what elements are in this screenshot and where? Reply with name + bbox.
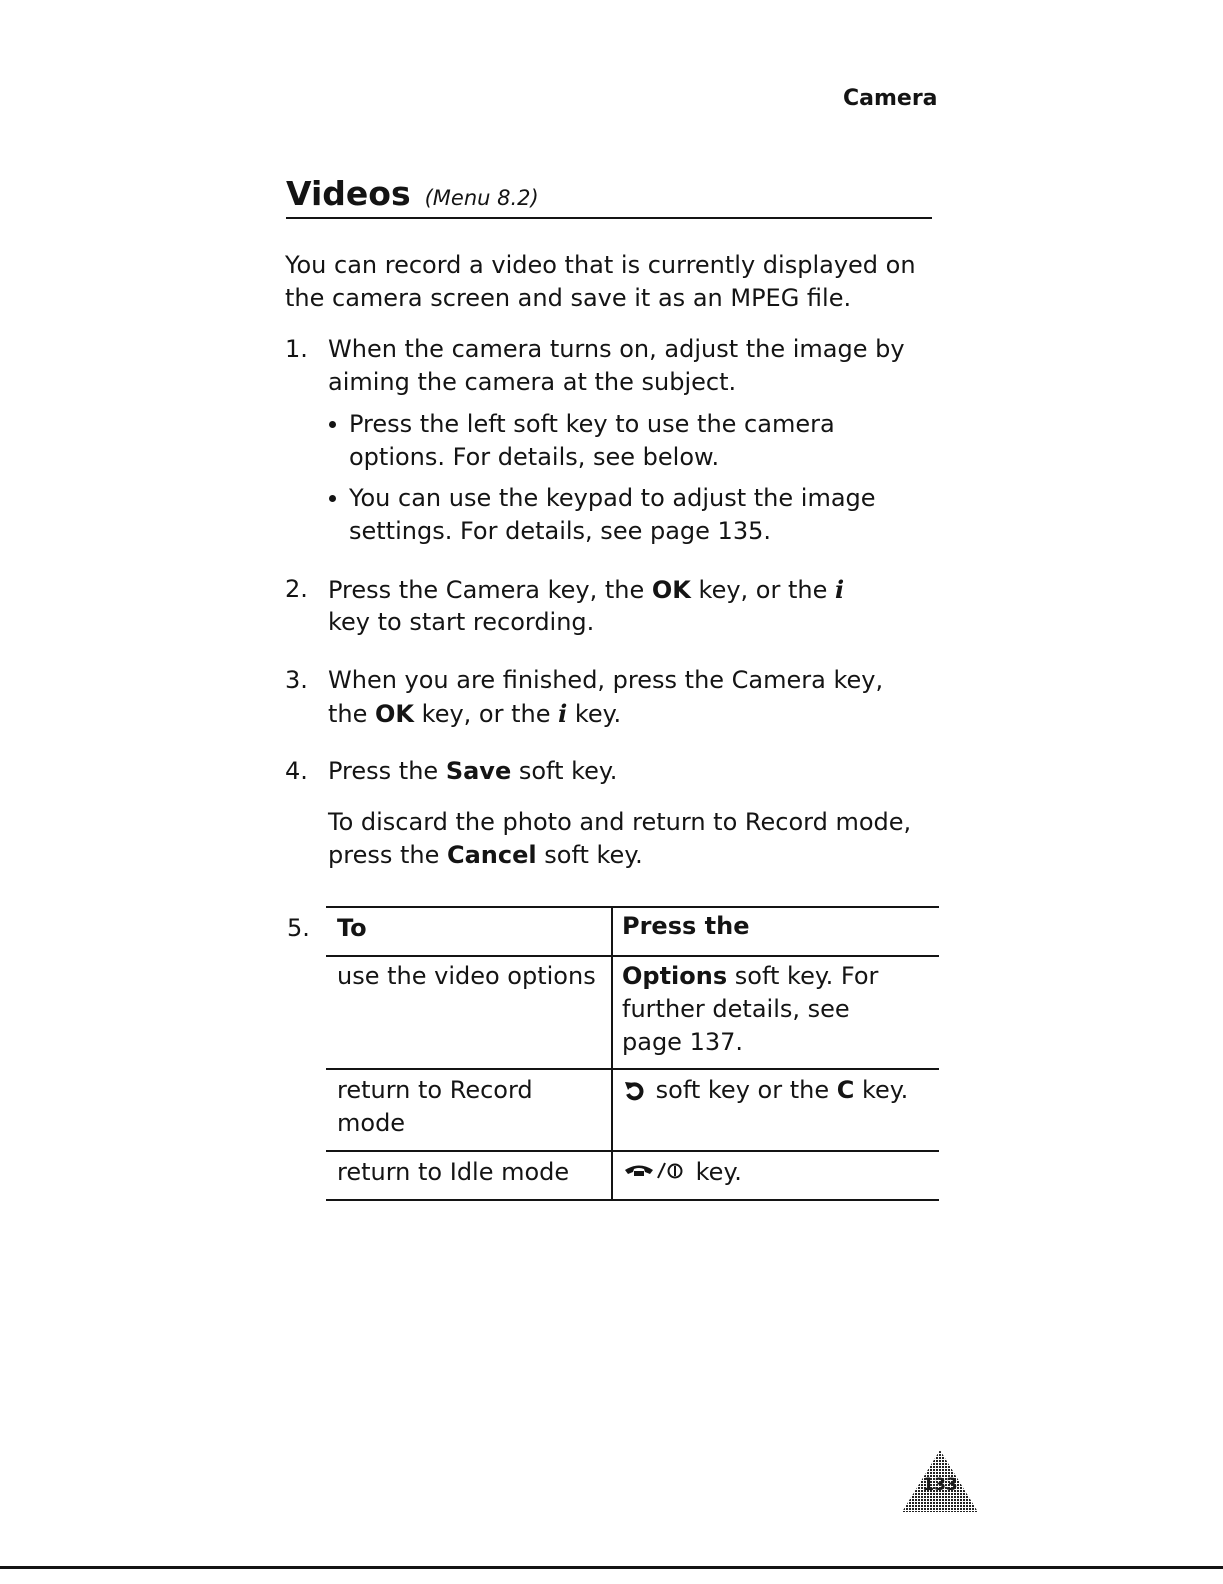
step-2-text-b: key, or the	[690, 576, 835, 604]
ok-key-label: OK	[375, 700, 415, 728]
row-2-text-end: key.	[854, 1076, 909, 1104]
step-4-note-line-2	[328, 839, 643, 872]
options-key-label: Options	[622, 962, 728, 990]
step-3-number: 3.	[285, 666, 308, 694]
step-4-text-a: Press the	[328, 757, 446, 785]
step-4-number: 4.	[285, 757, 308, 785]
step-3-text-c: key.	[567, 700, 622, 728]
intro-line-1: You can record a video that is currently displayed on	[285, 251, 916, 279]
step-2-line-2: key to start recording.	[328, 608, 595, 636]
step-3-text-b: key, or the	[414, 700, 559, 728]
table-rule-row	[326, 1150, 939, 1152]
step-4-text-b: soft key.	[511, 757, 618, 785]
table-row-3-left: return to Idle mode	[337, 1158, 570, 1186]
page-bottom-rule	[0, 1566, 1223, 1569]
table-header-press: Press the	[622, 912, 750, 940]
title-menu-ref: (Menu 8.2)	[424, 186, 539, 210]
bullet-2-line-1: You can use the keypad to adjust the image	[349, 484, 876, 512]
info-key-icon: i	[835, 575, 845, 604]
back-icon	[622, 1078, 648, 1104]
table-rule-bottom	[326, 1199, 939, 1201]
step-4-note-text-b: soft key.	[536, 841, 643, 869]
table-header-to: To	[337, 914, 367, 942]
table-row-1-right-line-1	[622, 960, 878, 993]
table-rule-top	[326, 906, 939, 908]
table-row-2-left-line-2: mode	[337, 1109, 406, 1137]
table-row-2-left-line-1: return to Record	[337, 1076, 533, 1104]
step-4-note-text-a: press the	[328, 841, 447, 869]
save-key-label: Save	[445, 757, 512, 785]
step-2-line-1	[328, 573, 844, 607]
table-row-3-right	[622, 1156, 742, 1189]
table-row-1-right-line-2: further details, see	[622, 995, 850, 1023]
table-rule-row	[326, 1068, 939, 1070]
step-1-line-1: When the camera turns on, adjust the image by	[328, 335, 905, 363]
cancel-key-label: Cancel	[447, 841, 537, 869]
step-2-text-a: Press the Camera key, the	[328, 576, 652, 604]
title-main: Videos	[286, 174, 411, 213]
row-2-text: soft key or the	[648, 1076, 837, 1104]
step-2-number: 2.	[285, 575, 308, 603]
table-rule-header	[326, 955, 939, 957]
ok-key-label: OK	[651, 576, 691, 604]
step-1-line-2: aiming the camera at the subject.	[328, 368, 737, 396]
step-4-note-line-1: To discard the photo and return to Record mode,	[328, 808, 912, 836]
page-number: 133	[922, 1475, 958, 1495]
bullet-1-line-1: Press the left soft key to use the camera	[349, 410, 835, 438]
step-3-line-2	[328, 697, 621, 731]
c-key-label: C	[836, 1076, 855, 1104]
page-title	[286, 170, 539, 222]
row-1-text: soft key. For	[727, 962, 879, 990]
step-5-number: 5.	[287, 914, 310, 942]
bullet-1-line-2: options. For details, see below.	[349, 443, 720, 471]
table-row-2-right	[622, 1074, 908, 1107]
end-power-icon	[622, 1158, 688, 1184]
step-4-line-1	[328, 755, 617, 788]
table-row-1-left: use the video options	[337, 962, 596, 990]
table-row-1-right-line-3: page 137.	[622, 1028, 744, 1056]
step-3-line-1: When you are finished, press the Camera key,	[328, 666, 884, 694]
bullet-dot	[329, 495, 336, 502]
section-header: Camera	[843, 86, 938, 111]
table-column-divider	[611, 906, 613, 1201]
row-3-text: key.	[688, 1158, 742, 1186]
title-rule	[286, 217, 932, 219]
intro-line-2: the camera screen and save it as an MPEG file.	[285, 284, 852, 312]
step-1-number: 1.	[285, 335, 308, 363]
bullet-2-line-2: settings. For details, see page 135.	[349, 517, 771, 545]
bullet-dot	[329, 421, 336, 428]
info-key-icon: i	[558, 699, 568, 728]
step-3-text-a: the	[328, 700, 376, 728]
